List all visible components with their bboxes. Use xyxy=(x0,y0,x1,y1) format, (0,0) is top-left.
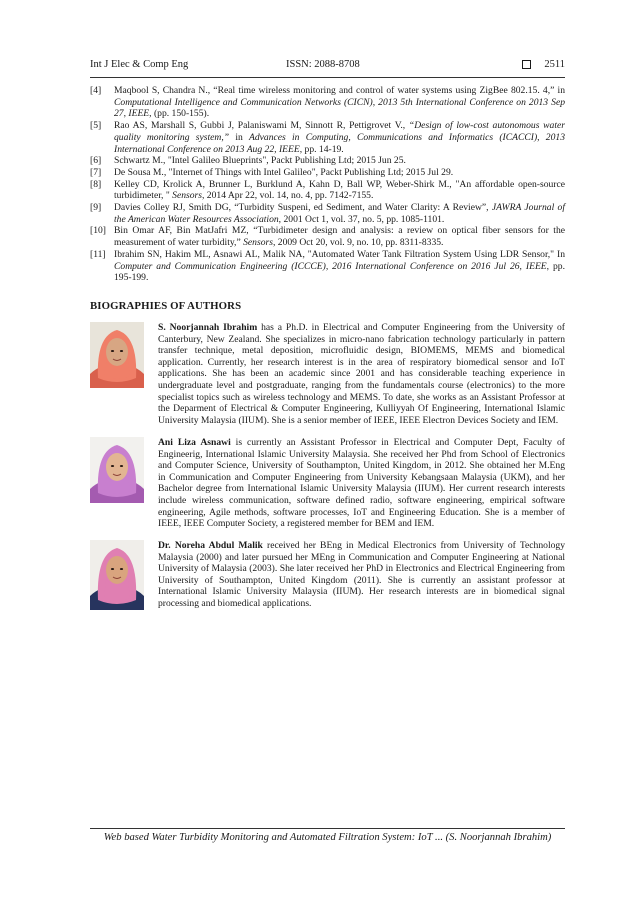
reference-number: [6] xyxy=(90,155,102,167)
running-header xyxy=(90,59,565,75)
reference-number: [10] xyxy=(90,225,106,237)
reference-italic: Advances in Computing, Communications and Informatics (ICACCI), 2013 International Conference on 2013 Aug 22, IEEE xyxy=(114,131,565,155)
reference-segment: , pp. 195-199. xyxy=(114,260,565,284)
reference-item xyxy=(90,167,565,179)
reference-number: [4] xyxy=(90,85,102,96)
square-bullet-icon xyxy=(522,60,531,69)
reference-text xyxy=(114,155,565,167)
reference-number: [8] xyxy=(90,178,102,190)
journal-abbrev: Int J Elec & Comp Eng xyxy=(90,59,189,70)
reference-italic: Computer and Communication Engineering (ICCCE), 2016 International Conference on 2016 Jul 26, IEEE xyxy=(114,260,547,272)
reference-text xyxy=(114,179,565,202)
reference-italic: Sensors, xyxy=(172,190,205,202)
portrait-icon xyxy=(90,322,144,388)
author-photo xyxy=(90,322,144,388)
reference-segment: in xyxy=(229,131,250,143)
reference-segment: Davies Colley RJ, Smith DG, “Turbidity Suspeni, ed Sediment, and Water Clarity: A Review”, xyxy=(114,202,492,214)
bio-text xyxy=(158,437,565,530)
issn: ISSN: 2088-8708 xyxy=(286,59,360,70)
bio-body: received her BEng in Medical Electronics from University of Technology Malaysia (2000) and later pursued her MEng in Communication and Computer Engineering at National University of Malaysia (2003). She later received her PhD in Electronics and Electrical Engineering from University of Southampton, United Kingdom (2011). She is currently an assistant professor at International Islamic University Malaysia (IIUM). Her research interests are in biomedical signal processing and biomedical applications. xyxy=(158,540,565,609)
reference-item xyxy=(90,225,565,248)
reference-italic: “Design of low-cost autonomous water quality monitoring system,” xyxy=(114,120,565,143)
author-photo xyxy=(90,437,144,503)
bio-body: has a Ph.D. in Electrical and Computer Engineering from the University of Canterbury, New Zealand. She specializes in micro-nano fabrication technology particularly in pattern transfer technique, metal deposition, microfluidic design, BIOMEMS, MEMS and biomedical application. Currently, her research interest is in the area of respiratory biomedical sensor and IoT applications. She has been an academic since 2001 and has considerable teaching experience in undergraduate level and postgraduate, ranging from the fundamentals course (electronics) to the more specialist topics such as wireless technology and MEMS. To date, she works as an Assistant Professor at the Deparment of Electrical & Computer Engineering, Kulliyyah Of Engineering, International Islamic University Malaysia (IIUM). She is a senior member of IEEE, IEEE Electron Devices Society and IEM. xyxy=(158,322,565,426)
reference-item xyxy=(90,85,565,120)
bio-text xyxy=(158,540,565,610)
reference-segment: Maqbool S, Chandra N., “Real time wireless monitoring and control of water systems using ZigBee 802.15. 4,” in xyxy=(114,85,565,96)
reference-text xyxy=(114,167,565,179)
reference-number: [11] xyxy=(90,248,106,260)
running-footer: Web based Water Turbidity Monitoring and Automated Filtration System: IoT ... (S. Noorjannah Ibrahim) xyxy=(103,832,552,843)
author-name: Ani Liza Asnawi xyxy=(158,437,231,448)
reference-segment: De Sousa M., "Internet of Things with Intel Galileo", Packt Publishing Ltd; 2015 Jul 29. xyxy=(114,166,454,178)
reference-text xyxy=(114,202,565,225)
reference-segment: , (pp. 150-155). xyxy=(149,108,210,120)
reference-segment: , pp. 14-19. xyxy=(299,143,344,155)
reference-item xyxy=(90,202,565,225)
reference-segment: Schwartz M., "Intel Galileo Blueprints", Packt Publishing Ltd; 2015 Jun 25. xyxy=(114,155,406,167)
reference-text xyxy=(114,120,565,155)
reference-text xyxy=(114,249,565,284)
reference-item xyxy=(90,179,565,202)
header-rule xyxy=(90,77,565,78)
reference-segment: , 2009 Oct 20, vol. 9, no. 10, pp. 8311-8335. xyxy=(272,237,444,249)
reference-item xyxy=(90,249,565,284)
author-name: Dr. Noreha Abdul Malik xyxy=(158,540,263,551)
reference-italic: Sensors xyxy=(243,237,273,249)
reference-segment: Ibrahim SN, Hakim ML, Asnawi AL, Malik NA, "Automated Water Tank Filtration System Using LDR Sensor," In xyxy=(114,248,565,260)
footer-rule xyxy=(90,828,565,829)
reference-italic: JAWRA Journal of the American Water Resources Association xyxy=(114,202,565,225)
reference-item xyxy=(90,155,565,167)
reference-segment: Bin Omar AF, Bin MatJafri MZ, “Turbidimeter design and analysis: a review on optical fiber sensors for the measurement of water turbidity,” xyxy=(114,225,565,249)
bio-text xyxy=(158,322,565,426)
reference-text xyxy=(114,85,565,120)
reference-list xyxy=(90,85,565,284)
reference-segment: , 2001 Oct 1, vol. 37, no. 5, pp. 1085-1101. xyxy=(278,213,445,225)
biographies-heading: BIOGRAPHIES OF AUTHORS xyxy=(90,300,242,312)
reference-segment: 2014 Apr 22, vol. 14, no. 4, pp. 7142-7155. xyxy=(204,190,374,202)
reference-segment: Rao AS, Marshall S, Gubbi J, Palaniswami M, Sinnott R, Pettigrovet V., xyxy=(114,120,409,132)
reference-italic: Computational Intelligence and Communication Networks (CICN), 2013 5th International Conference on 2013 Sep 27, IEEE xyxy=(114,96,565,120)
reference-segment: Kelley CD, Krolick A, Brunner L, Burklund A, Kahn D, Ball WP, Weber-Shirk M., "An affordable open-source turbidimeter, " xyxy=(114,178,565,202)
author-photo xyxy=(90,540,144,610)
page-number: 2511 xyxy=(544,59,565,70)
reference-number: [5] xyxy=(90,120,102,132)
reference-number: [9] xyxy=(90,202,102,214)
portrait-icon xyxy=(90,437,144,503)
reference-number: [7] xyxy=(90,166,102,178)
bio-body: is currently an Assistant Professor in Electrical and Computer Dept, Faculty of Engineerig, International Islamic University Malaysia. She received her Phd from School of Electronics and Computer Science, University of Southampton, United Kingdom, in 2012. She obtained her M.Eng in Communication and Computer Engineering from University Kebangsaan Malaysia (UKM), and her Bachelor degree from International Islamic University Malaysia (IIUM). Her current research interests include wireless communication, software defined radio, software engineering, empirical software engineering, Agile methods, software processes, IoT and Engineering Education. She is a member of IEEE, IEEE Computer Society, a registered member for BEM and IEM. xyxy=(158,437,565,530)
author-name: S. Noorjannah Ibrahim xyxy=(158,322,258,333)
portrait-icon xyxy=(90,540,144,610)
reference-text xyxy=(114,225,565,248)
reference-item xyxy=(90,120,565,155)
